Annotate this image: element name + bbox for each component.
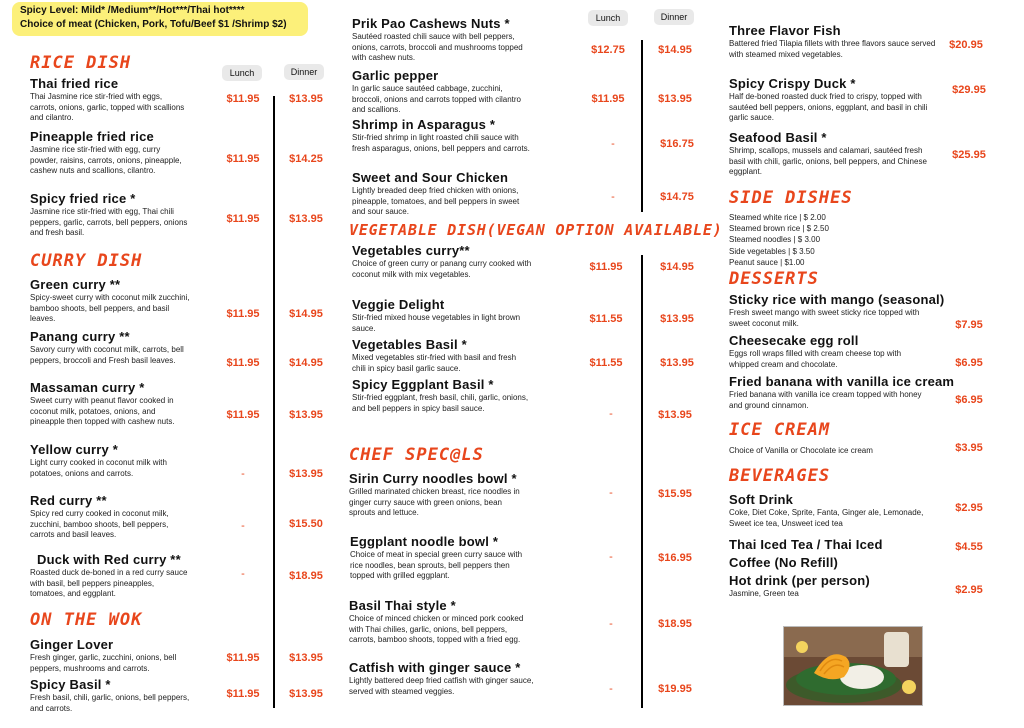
lunch-price: - — [609, 683, 613, 695]
menu-item — [352, 68, 532, 116]
menu-item — [729, 536, 919, 572]
item-desc: Thai Jasmine rice stir-fried with eggs, carrots, onions, garlic, topped with scallions and cilantro. — [30, 92, 185, 122]
menu-item — [352, 16, 532, 64]
lunch-header: Lunch — [588, 10, 628, 26]
dinner-price: $14.95 — [658, 44, 692, 56]
item-name: Massaman curry * — [30, 380, 145, 395]
item-name: Sweet and Sour Chicken — [352, 170, 509, 185]
dinner-header: Dinner — [284, 64, 324, 80]
section-curry-dish: CURRY DISH — [30, 251, 143, 271]
item-name: Yellow curry * — [30, 442, 119, 457]
item-desc: Savory curry with coconut milk, carrots, bell peppers, broccoli and Fresh basil leaves. — [30, 345, 184, 365]
item-name: Spicy Crispy Duck * — [729, 76, 856, 91]
item-name: Green curry ** — [30, 277, 121, 292]
menu-item-desc — [30, 567, 190, 600]
lunch-price: $11.95 — [226, 153, 260, 165]
item-name: Three Flavor Fish — [729, 23, 841, 38]
side-item: Steamed noodles | $ 3.00 — [729, 235, 821, 245]
menu-item — [352, 170, 532, 218]
item-desc: Choice of green curry or panang curry cooked with coconut milk with mix vegetables. — [352, 259, 532, 279]
spicy-level-note — [12, 2, 308, 36]
item-name: Shrimp in Asparagus * — [352, 117, 496, 132]
column-divider — [641, 40, 643, 212]
dinner-price: $13.95 — [660, 313, 694, 325]
lunch-price: - — [611, 191, 615, 203]
item-desc: Lightly breaded deep fried chicken with onions, pineapple, tomatoes, and bell peppers in sweet and sour sauce. — [352, 186, 520, 216]
meat-choice-text: Choice of meat (Chicken, Pork, Tofu/Beef $1 /Shrimp $2) — [20, 19, 287, 30]
lunch-price: - — [241, 520, 245, 532]
item-name: Fried banana with vanilla ice cream — [729, 374, 955, 389]
menu-item — [729, 23, 939, 60]
item-name: Sticky rice with mango (seasonal) — [729, 292, 945, 307]
item-desc: Half de-boned roasted duck fried to crispy, topped with sautéed bell peppers, onions, eggplant, and basil in chili garlic sauce. — [729, 92, 928, 122]
side-dishes-list — [729, 212, 929, 268]
lunch-price: $11.95 — [226, 308, 260, 320]
item-desc: Sweet curry with peanut flavor cooked in coconut milk, potatoes, onions, and pineapple then topped with cashew nuts. — [30, 396, 175, 426]
item-desc: Jasmine rice stir-fried with egg, curry powder, raisins, carrots, onions, pineapple, cashew nuts and scallions, cilantro. — [30, 145, 182, 175]
section-rice-dish: RICE DISH — [30, 53, 132, 73]
dinner-price: $16.95 — [658, 552, 692, 564]
lunch-price: - — [609, 408, 613, 420]
section-ice-cream: ICE CREAM — [729, 420, 831, 440]
menu-item — [30, 677, 200, 714]
item-name: Vegetables curry** — [352, 243, 470, 258]
section-chef-specials: CHEF SPEC@LS — [349, 445, 484, 465]
spicy-level-text: Spicy Level: Mild* /Medium**/Hot***/Thai hot**** — [20, 5, 245, 16]
side-item: Peanut sauce | $1.00 — [729, 257, 805, 267]
menu-item — [30, 191, 190, 239]
lunch-price: - — [609, 551, 613, 563]
price: $2.95 — [955, 584, 983, 596]
mango-sticky-rice-image — [784, 627, 923, 706]
lunch-price: $11.55 — [589, 313, 623, 325]
item-name: Red curry ** — [30, 493, 107, 508]
item-desc: Eggs roll wraps filled with cream cheese top with whipped cream and chocolate. — [729, 349, 902, 369]
item-desc: Light curry cooked in coconut milk with potatoes, onions and carrots. — [30, 458, 167, 478]
item-name: Cheesecake egg roll — [729, 333, 859, 348]
item-desc: Spicy-sweet curry with coconut milk zucchini, bamboo shoots, bell peppers, and basil leaves. — [30, 293, 190, 323]
lunch-price: - — [241, 468, 245, 480]
menu-item — [729, 76, 939, 124]
menu-item — [729, 492, 939, 529]
dinner-price: $14.95 — [289, 357, 323, 369]
menu-item — [352, 243, 532, 280]
column-divider — [273, 96, 275, 708]
menu-item — [729, 374, 979, 411]
dinner-price: $18.95 — [289, 570, 323, 582]
item-name: Basil Thai style * — [349, 598, 456, 613]
menu-item — [350, 534, 530, 582]
lunch-price: $11.95 — [589, 261, 623, 273]
item-name: Hot drink (per person) — [729, 573, 870, 588]
item-name: Ginger Lover — [30, 637, 114, 652]
item-desc: Fresh basil, chili, garlic, onions, bell peppers, and carrots. — [30, 693, 190, 713]
item-desc: Fresh sweet mango with sweet sticky rice topped with sweet coconut milk. — [729, 308, 920, 328]
menu-item — [349, 598, 529, 646]
item-desc: Jasmine, Green tea — [729, 589, 799, 598]
section-beverages: BEVERAGES — [729, 466, 831, 486]
item-desc: Coke, Diet Coke, Sprite, Fanta, Ginger ale, Lemonade, Sweet ice tea, Unsweet iced tea — [729, 508, 924, 528]
item-desc: Spicy red curry cooked in coconut milk, zucchini, bamboo shoots, bell peppers, carrots and basil leaves. — [30, 509, 169, 539]
menu-item — [30, 380, 190, 428]
mango-sticky-rice-photo — [783, 626, 923, 706]
menu-item — [729, 333, 939, 370]
item-name: Prik Pao Cashews Nuts * — [352, 16, 510, 31]
item-name: Spicy Basil * — [30, 677, 111, 692]
item-name: Catfish with ginger sauce * — [349, 660, 521, 675]
item-desc: Stir-fried mixed house vegetables in light brown sauce. — [352, 313, 521, 333]
lunch-price: - — [241, 568, 245, 580]
menu-item — [352, 297, 532, 334]
menu-item — [30, 493, 190, 541]
menu-item — [352, 337, 532, 374]
dinner-price: $13.95 — [289, 213, 323, 225]
lunch-price: - — [611, 138, 615, 150]
item-name: Panang curry ** — [30, 329, 130, 344]
dinner-price: $14.25 — [289, 153, 323, 165]
item-desc: Fresh ginger, garlic, zucchini, onions, bell peppers, mushrooms and carrots. — [30, 653, 177, 673]
item-name: Thai Iced Tea / Thai Iced Coffee (No Refill) — [729, 537, 883, 570]
item-name: Seafood Basil * — [729, 130, 827, 145]
dinner-price: $13.95 — [289, 93, 323, 105]
dinner-price: $18.95 — [658, 618, 692, 630]
dinner-price: $14.95 — [289, 308, 323, 320]
item-desc: Jasmine rice stir-fried with egg, Thai chili peppers, garlic, carrots, bell peppers, onions and fresh basil. — [30, 207, 188, 237]
item-desc: Fried banana with vanilla ice cream topped with honey and ground cinnamon. — [729, 390, 922, 410]
item-desc: Shrimp, scallops, mussels and calamari, sautéed fresh basil with chili, garlic, onions, bell peppers, and Chinese eggplant. — [729, 146, 927, 176]
item-name: Eggplant noodle bowl * — [350, 534, 499, 549]
dinner-price: $15.50 — [289, 518, 323, 530]
price: $2.95 — [955, 502, 983, 514]
side-item: Steamed brown rice | $ 2.50 — [729, 224, 829, 234]
menu-item — [349, 660, 549, 697]
dinner-header: Dinner — [654, 9, 694, 25]
lunch-price: - — [609, 618, 613, 630]
lunch-price: $11.95 — [226, 213, 260, 225]
lunch-price: $11.95 — [591, 93, 625, 105]
dinner-price: $16.75 — [660, 138, 694, 150]
dinner-price: $13.95 — [289, 652, 323, 664]
price: $7.95 — [955, 319, 983, 331]
item-desc: Choice of minced chicken or minced pork cooked with Thai chilies, garlic, onions, bell peppers, carrots, bamboo shoots, topped with a fried egg. — [349, 614, 524, 644]
item-name: Sirin Curry noodles bowl * — [349, 471, 517, 486]
menu-item — [352, 117, 532, 154]
item-name: Pineapple fried rice — [30, 129, 154, 144]
item-name: Spicy fried rice * — [30, 191, 136, 206]
dinner-price: $15.95 — [658, 488, 692, 500]
menu-item — [30, 552, 190, 567]
menu-item — [30, 329, 190, 366]
item-desc: Stir-fried shrimp in light roasted chili sauce with fresh asparagus, onions, bell peppers and carrots. — [352, 133, 530, 153]
item-desc: Stir-fried eggplant, fresh basil, chili, garlic, onions, and bell peppers in spicy basil sauce. — [352, 393, 529, 413]
section-desserts: DESSERTS — [729, 269, 819, 289]
price: $3.95 — [955, 442, 983, 454]
dinner-price: $19.95 — [658, 683, 692, 695]
section-side-dishes: SIDE DISHES — [729, 188, 853, 208]
item-name: Veggie Delight — [352, 297, 445, 312]
dinner-price: $14.75 — [660, 191, 694, 203]
menu-item — [30, 76, 190, 124]
price: $4.55 — [955, 541, 983, 553]
menu-item — [729, 573, 939, 600]
menu-item — [30, 442, 190, 479]
item-desc: Sautéed roasted chili sauce with bell peppers, onions, carrots, broccoli and mushrooms topped with cashew nuts. — [352, 32, 523, 62]
column-divider — [641, 255, 643, 708]
price: $6.95 — [955, 394, 983, 406]
item-name: Soft Drink — [729, 492, 794, 507]
lunch-price: $12.75 — [591, 44, 625, 56]
menu-item — [30, 637, 200, 674]
menu-item — [30, 129, 190, 177]
item-name: Vegetables Basil * — [352, 337, 467, 352]
lunch-price: $11.95 — [226, 93, 260, 105]
dinner-price: $13.95 — [289, 688, 323, 700]
item-desc: Roasted duck de-boned in a red curry sauce with basil, bell peppers pineapples, tomatoes, and eggplant. — [30, 568, 188, 598]
price: $20.95 — [949, 39, 983, 51]
item-name: Garlic pepper — [352, 68, 439, 83]
menu-item — [30, 277, 190, 325]
lunch-price: $11.95 — [226, 409, 260, 421]
item-name: Duck with Red curry ** — [37, 552, 181, 567]
dinner-price: $14.95 — [660, 261, 694, 273]
lunch-price: $11.55 — [589, 357, 623, 369]
menu-item — [352, 377, 532, 414]
item-desc: Choice of meat in special green curry sauce with rice noodles, bean sprouts, bell peppers then topped with grilled eggplant. — [350, 550, 523, 580]
item-desc: Lightly battered deep fried catfish with ginger sauce, served with steamed veggies. — [349, 676, 534, 696]
lunch-price: $11.95 — [226, 652, 260, 664]
menu-item — [729, 292, 969, 329]
dinner-price: $13.95 — [289, 468, 323, 480]
item-desc: Mixed vegetables stir-fried with basil and fresh chili in spicy basil garlic sauce. — [352, 353, 517, 373]
dinner-price: $13.95 — [658, 93, 692, 105]
price: $29.95 — [952, 84, 986, 96]
lunch-header: Lunch — [222, 65, 262, 81]
item-desc: In garlic sauce sautéed cabbage, zucchini, broccoli, onions and carrots topped with cilantro and scallions. — [352, 84, 521, 114]
section-vegetable-dish: VEGETABLE DISH(VEGAN OPTION AVAILABLE) — [349, 221, 723, 239]
side-item: Steamed white rice | $ 2.00 — [729, 213, 826, 222]
section-on-the-wok: ON THE WOK — [30, 610, 143, 630]
dinner-price: $13.95 — [660, 357, 694, 369]
price: $6.95 — [955, 357, 983, 369]
lunch-price: - — [609, 487, 613, 499]
dinner-price: $13.95 — [658, 409, 692, 421]
menu-item — [349, 471, 529, 519]
item-name: Spicy Eggplant Basil * — [352, 377, 494, 392]
item-desc: Grilled marinated chicken breast, rice noodles in ginger curry sauce with green onions, bean sprouts and lettuce. — [349, 487, 520, 517]
item-desc: Battered fried Tilapia fillets with three flavors sauce served with steamed mixed vegetables. — [729, 39, 936, 59]
price: $25.95 — [952, 149, 986, 161]
dinner-price: $13.95 — [289, 409, 323, 421]
lunch-price: $11.95 — [226, 688, 260, 700]
side-item: Side vegetables | $ 3.50 — [729, 246, 815, 256]
lunch-price: $11.95 — [226, 357, 260, 369]
ice-cream-desc: Choice of Vanilla or Chocolate ice cream — [729, 446, 873, 455]
item-name: Thai fried rice — [30, 76, 119, 91]
menu-item — [729, 130, 939, 178]
